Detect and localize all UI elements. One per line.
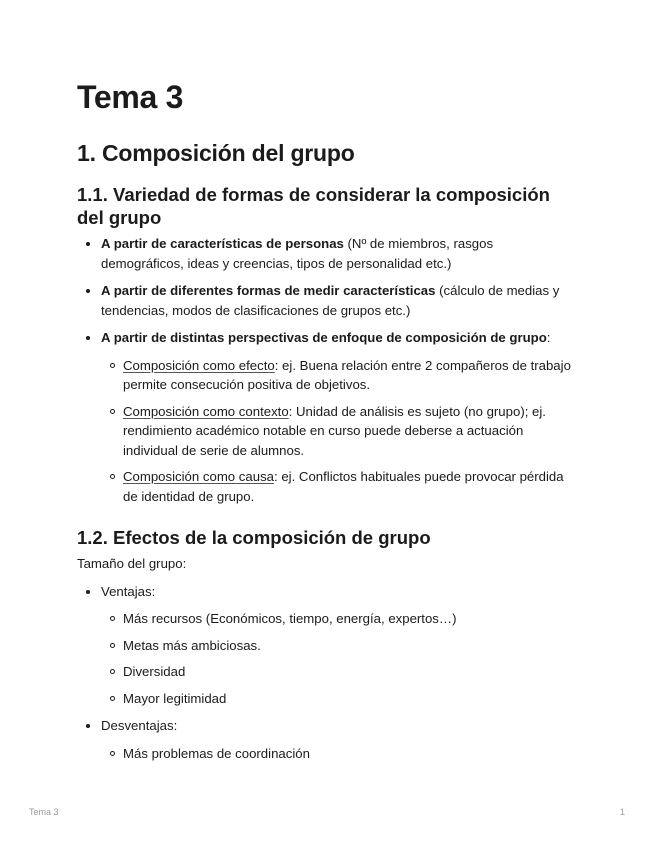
item-text: : Unidad de análisis es sujeto (no grupo); ej. rendimiento académico notable en curso puede deberse a actuación individual de serie de alumnos.	[123, 403, 546, 458]
list-item	[77, 281, 577, 320]
item-text: (Nº de miembros, rasgos demográficos, ideas y creencias, tipos de personalidad etc.)	[101, 236, 494, 271]
sub-bullet-list	[101, 609, 577, 708]
sub-list-item: Metas más ambiciosas.	[101, 636, 577, 656]
list-item	[77, 716, 577, 763]
footer-title: Tema 3	[29, 807, 59, 817]
item-bold: A partir de características de personas	[101, 236, 344, 251]
item-text: Desventajas:	[101, 718, 178, 733]
item-text: : ej. Buena relación entre 2 compañeros de trabajo permite consecución positiva de objetivos.	[123, 357, 571, 392]
item-text: (cálculo de medias y tendencias, modos de clasificaciones de grupos etc.)	[101, 283, 560, 318]
sub-list-item: Mayor legitimidad	[101, 689, 577, 709]
bullet-list	[77, 582, 577, 764]
section-heading: 1. Composición del grupo	[77, 140, 355, 166]
subsection-heading: 1.2. Efectos de la composición de grupo	[77, 527, 431, 548]
item-link[interactable]: Composición como efecto	[123, 357, 275, 373]
sub-bullet-list	[101, 356, 577, 507]
sub-list-item	[101, 467, 577, 506]
sub-list-item	[101, 402, 577, 461]
subsection-heading: 1.1. Variedad de formas de considerar la composición del grupo	[77, 184, 550, 228]
sub-list-item: Más problemas de coordinación	[101, 744, 577, 764]
sub-list-item	[101, 356, 577, 395]
item-text: Ventajas:	[101, 583, 156, 599]
list-item	[77, 582, 577, 709]
sub-list-item: Más recursos (Económicos, tiempo, energía, expertos…)	[101, 609, 577, 629]
document-page	[77, 78, 577, 771]
item-link[interactable]: Composición como contexto	[123, 403, 289, 419]
bullet-list	[77, 234, 577, 506]
sub-list-item: Diversidad	[101, 662, 577, 682]
sub-bullet-list	[101, 744, 577, 764]
page-number: 1	[620, 807, 626, 817]
item-link[interactable]: Composición como causa	[123, 469, 274, 484]
item-text: :	[546, 330, 551, 345]
item-bold: A partir de diferentes formas de medir características	[101, 283, 436, 298]
item-text: : ej. Conflictos habituales puede provocar pérdida de identidad de grupo.	[123, 469, 564, 504]
paragraph: Tamaño del grupo:	[77, 556, 187, 571]
item-bold: A partir de distintas perspectivas de enfoque de composición de grupo	[101, 330, 547, 345]
list-item	[77, 234, 577, 273]
page-title: Tema 3	[77, 79, 184, 115]
list-item	[77, 328, 577, 506]
